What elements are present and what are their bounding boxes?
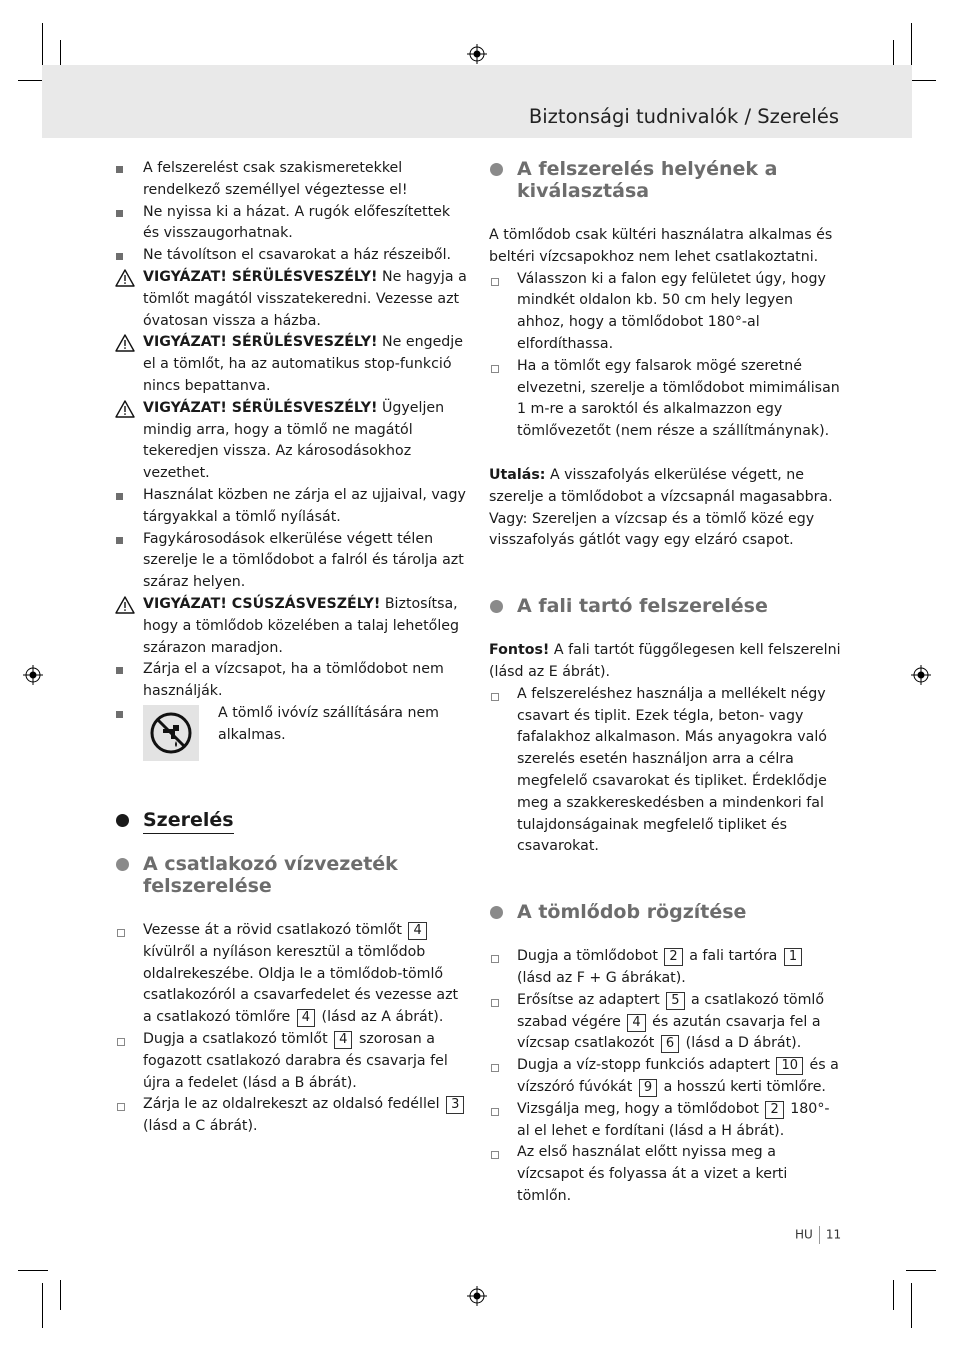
step-text: kívülről a nyíláson keresztül a tömlődob oldalrekeszébe. Oldja le a tömlődob-tömlő csatlakozóról a csavarfedelet és vezesse azt a csatlakozó tömlőre [143,943,459,1026]
crop-mark [893,1280,894,1310]
warning-triangle-icon [115,400,135,418]
list-item: A felszerelést csak szakismeretekkel rendelkező személlyel végeztesse el! [115,158,467,202]
list-item [489,946,841,990]
rogzites-list [489,946,841,1208]
step-text: a csatlakozó tömlő szabad végére [517,991,825,1030]
step-text: és a vízszóró fúvókát [517,1057,839,1095]
crop-mark [42,1283,43,1328]
crop-mark [911,23,912,68]
crop-mark [18,1270,48,1271]
part-number-box: 4 [627,1014,645,1032]
list-item [489,1099,841,1143]
page-title: Biztonsági tudnivalók / Szerelés [528,105,839,128]
part-number-box: 5 [666,992,684,1010]
registration-mark-icon [467,1286,487,1306]
heading-helyenek: A felszerelés helyének a kiválasztása [489,158,841,202]
warning-item [115,594,467,659]
crop-mark [906,1270,936,1271]
footer-language: HU [795,1227,813,1242]
footer-separator [819,1226,820,1244]
no-drinking-water-item [115,703,467,759]
part-number-box: 10 [776,1057,803,1075]
crop-mark [911,1283,912,1328]
part-number-box: 1 [784,948,802,966]
part-number-box: 3 [446,1096,464,1114]
list-item [489,1055,841,1099]
list-item [489,990,841,1055]
warning-text: Biztosítsa, hogy a tömlődob közelében a talaj lehetőleg szárazon maradjon. [143,595,460,656]
safety-list [115,158,467,703]
warning-text: Ügyeljen mindig arra, hogy a tömlő ne magától tekeredjen vissza. Az károsodásokhoz vezethet. [143,399,445,482]
step-text: (lásd az F + G ábrákat). [517,969,686,986]
list-item [115,1029,467,1094]
warning-item [115,332,467,397]
list-item: Ne nyissa ki a házat. A rugók előfeszítettek és visszaugorhatnak. [115,202,467,246]
warning-label: VIGYÁZAT! SÉRÜLÉSVESZÉLY! [143,334,378,351]
page-footer [795,1226,841,1244]
list-item: Válasszon ki a falon egy felületet úgy, hogy mindkét oldalon kb. 50 cm hely legyen ahhoz, hogy a tömlődobot 180°-al elfordíthassa. [489,269,841,356]
fali-list [489,684,841,858]
heading-szereles: Szerelés [115,809,467,831]
fontos-note [489,640,841,684]
step-text: szorosan a fogazott csatlakozó darabra és csavarja fel újra a fedelet (lásd a B ábrát). [143,1030,448,1091]
list-item: Zárja el a vízcsapot, ha a tömlődobot nem használják. [115,659,467,703]
step-text: Dugja a tömlődobot [517,948,663,965]
step-text: Az első használat előtt nyissa meg a vízcsapot és folyassa át a vizet a kerti tömlőn. [517,1144,788,1204]
step-text: a fali tartóra [684,948,782,965]
warning-text: Ne hagyja a tömlőt magától visszatekeredni. Vezesse azt óvatosan vissza a házba. [143,268,467,329]
step-text: (lásd az A ábrát). [317,1009,444,1026]
warning-item [115,398,467,485]
utalas-note [489,465,841,509]
step-text: Erősítse az adaptert [517,991,665,1008]
utalas-label: Utalás: [489,466,546,483]
list-item: A felszereléshez használja a mellékelt négy csavart és tiplit. Ezek tégla, beton- vagy fafalakhoz alkalmason. Más anyagokra való szerelés esetén használjon arra a célra megfelelő csavarokat és tipliket. Érdeklődje meg a szakkereskedésben a mindenkori fal tulajdonságainak megfelelő tipliket és csavarokat. [489,684,841,858]
part-number-box: 2 [664,948,682,966]
list-item: Ne távolítson el csavarokat a ház részeiből. [115,245,467,267]
part-number-box: 2 [765,1101,783,1119]
heading-csatlakozo: A csatlakozó vízvezeték felszerelése [115,853,467,897]
step-text: Vizsgálja meg, hogy a tömlődobot [517,1100,764,1117]
list-item: Ha a tömlőt egy falsarok mögé szeretné elvezetni, szerelje a tömlődobot mimimálisan 1 m-re a saroktól és alkalmazzon egy tömlővezetőt (nem része a szállítmánynak). [489,356,841,443]
list-item [115,1094,467,1138]
registration-mark-icon [23,665,43,685]
part-number-box: 4 [334,1031,352,1049]
helyenek-list [489,269,841,443]
part-number-box: 9 [639,1079,657,1097]
helyenek-intro: A tömlődob csak kültéri használatra alkalmas és beltéri vízcsapokhoz nem lehet csatlakoztatni. [489,227,833,265]
registration-mark-icon [467,44,487,64]
crop-mark [42,23,43,68]
fontos-label: Fontos! [489,642,550,659]
right-column [489,158,841,1208]
heading-rogzites: A tömlődob rögzítése [489,901,841,923]
step-text: Dugja a csatlakozó tömlőt [143,1030,333,1047]
step-text: (lásd a D ábrát). [681,1035,802,1052]
warning-triangle-icon [115,269,135,287]
warning-triangle-icon [115,596,135,614]
csatlakozo-list [115,920,467,1138]
no-drinking-water-icon [143,705,199,761]
left-column [115,158,467,1138]
part-number-box: 6 [661,1035,679,1053]
step-text: Zárja le az oldalrekeszt az oldalsó fedéllel [143,1096,445,1113]
no-drinking-water-text: A tömlő ivóvíz szállítására nem alkalmas. [218,704,440,743]
crop-mark [60,1280,61,1310]
list-item [489,1142,841,1207]
step-text: Dugja a víz-stopp funkciós adaptert [517,1057,775,1074]
utalas-text: A visszafolyás elkerülése végett, ne szerelje a tömlődobot a vízcsapnál magasabbra. [489,466,833,505]
warning-triangle-icon [115,334,135,352]
list-item [115,920,467,1029]
heading-fali: A fali tartó felszerelése [489,595,841,617]
fontos-text: A fali tartót függőlegesen kell felszerelni (lásd az E ábrát). [489,642,841,680]
step-text: a hosszú kerti tömlőre. [659,1078,826,1095]
warning-label: VIGYÁZAT! SÉRÜLÉSVESZÉLY! [143,268,378,285]
bullet-square [115,703,125,723]
registration-mark-icon [911,665,931,685]
footer-page-number: 11 [825,1227,842,1242]
vagy-note: Vagy: Szereljen a vízcsap és a tömlő közé egy visszafolyás gátlót vagy egy elzáró csapot. [489,510,815,549]
step-text: és azután csavarja fel a vízcsap csatlakozót [517,1013,821,1052]
step-text: Vezesse át a rövid csatlakozó tömlőt [143,921,407,938]
warning-label: VIGYÁZAT! SÉRÜLÉSVESZÉLY! [143,399,378,416]
warning-label: VIGYÁZAT! CSÚSZÁSVESZÉLY! [143,595,381,612]
step-text: 180°-al el lehet e fordítani (lásd a H ábrát). [517,1100,830,1139]
part-number-box: 4 [297,1009,315,1027]
part-number-box: 4 [408,922,426,940]
list-item: Fagykárosodások elkerülése végett télen szerelje le a tömlődobot a falról és tárolja azt száraz helyen. [115,529,467,594]
list-item: Használat közben ne zárja el az ujjaival, vagy tárgyakkal a tömlő nyílását. [115,485,467,529]
warning-item [115,267,467,332]
step-text: (lásd a C ábrát). [143,1118,258,1135]
warning-text: Ne engedje el a tömlőt, ha az automatikus stop-funkció nincs bepattanva. [143,334,463,394]
